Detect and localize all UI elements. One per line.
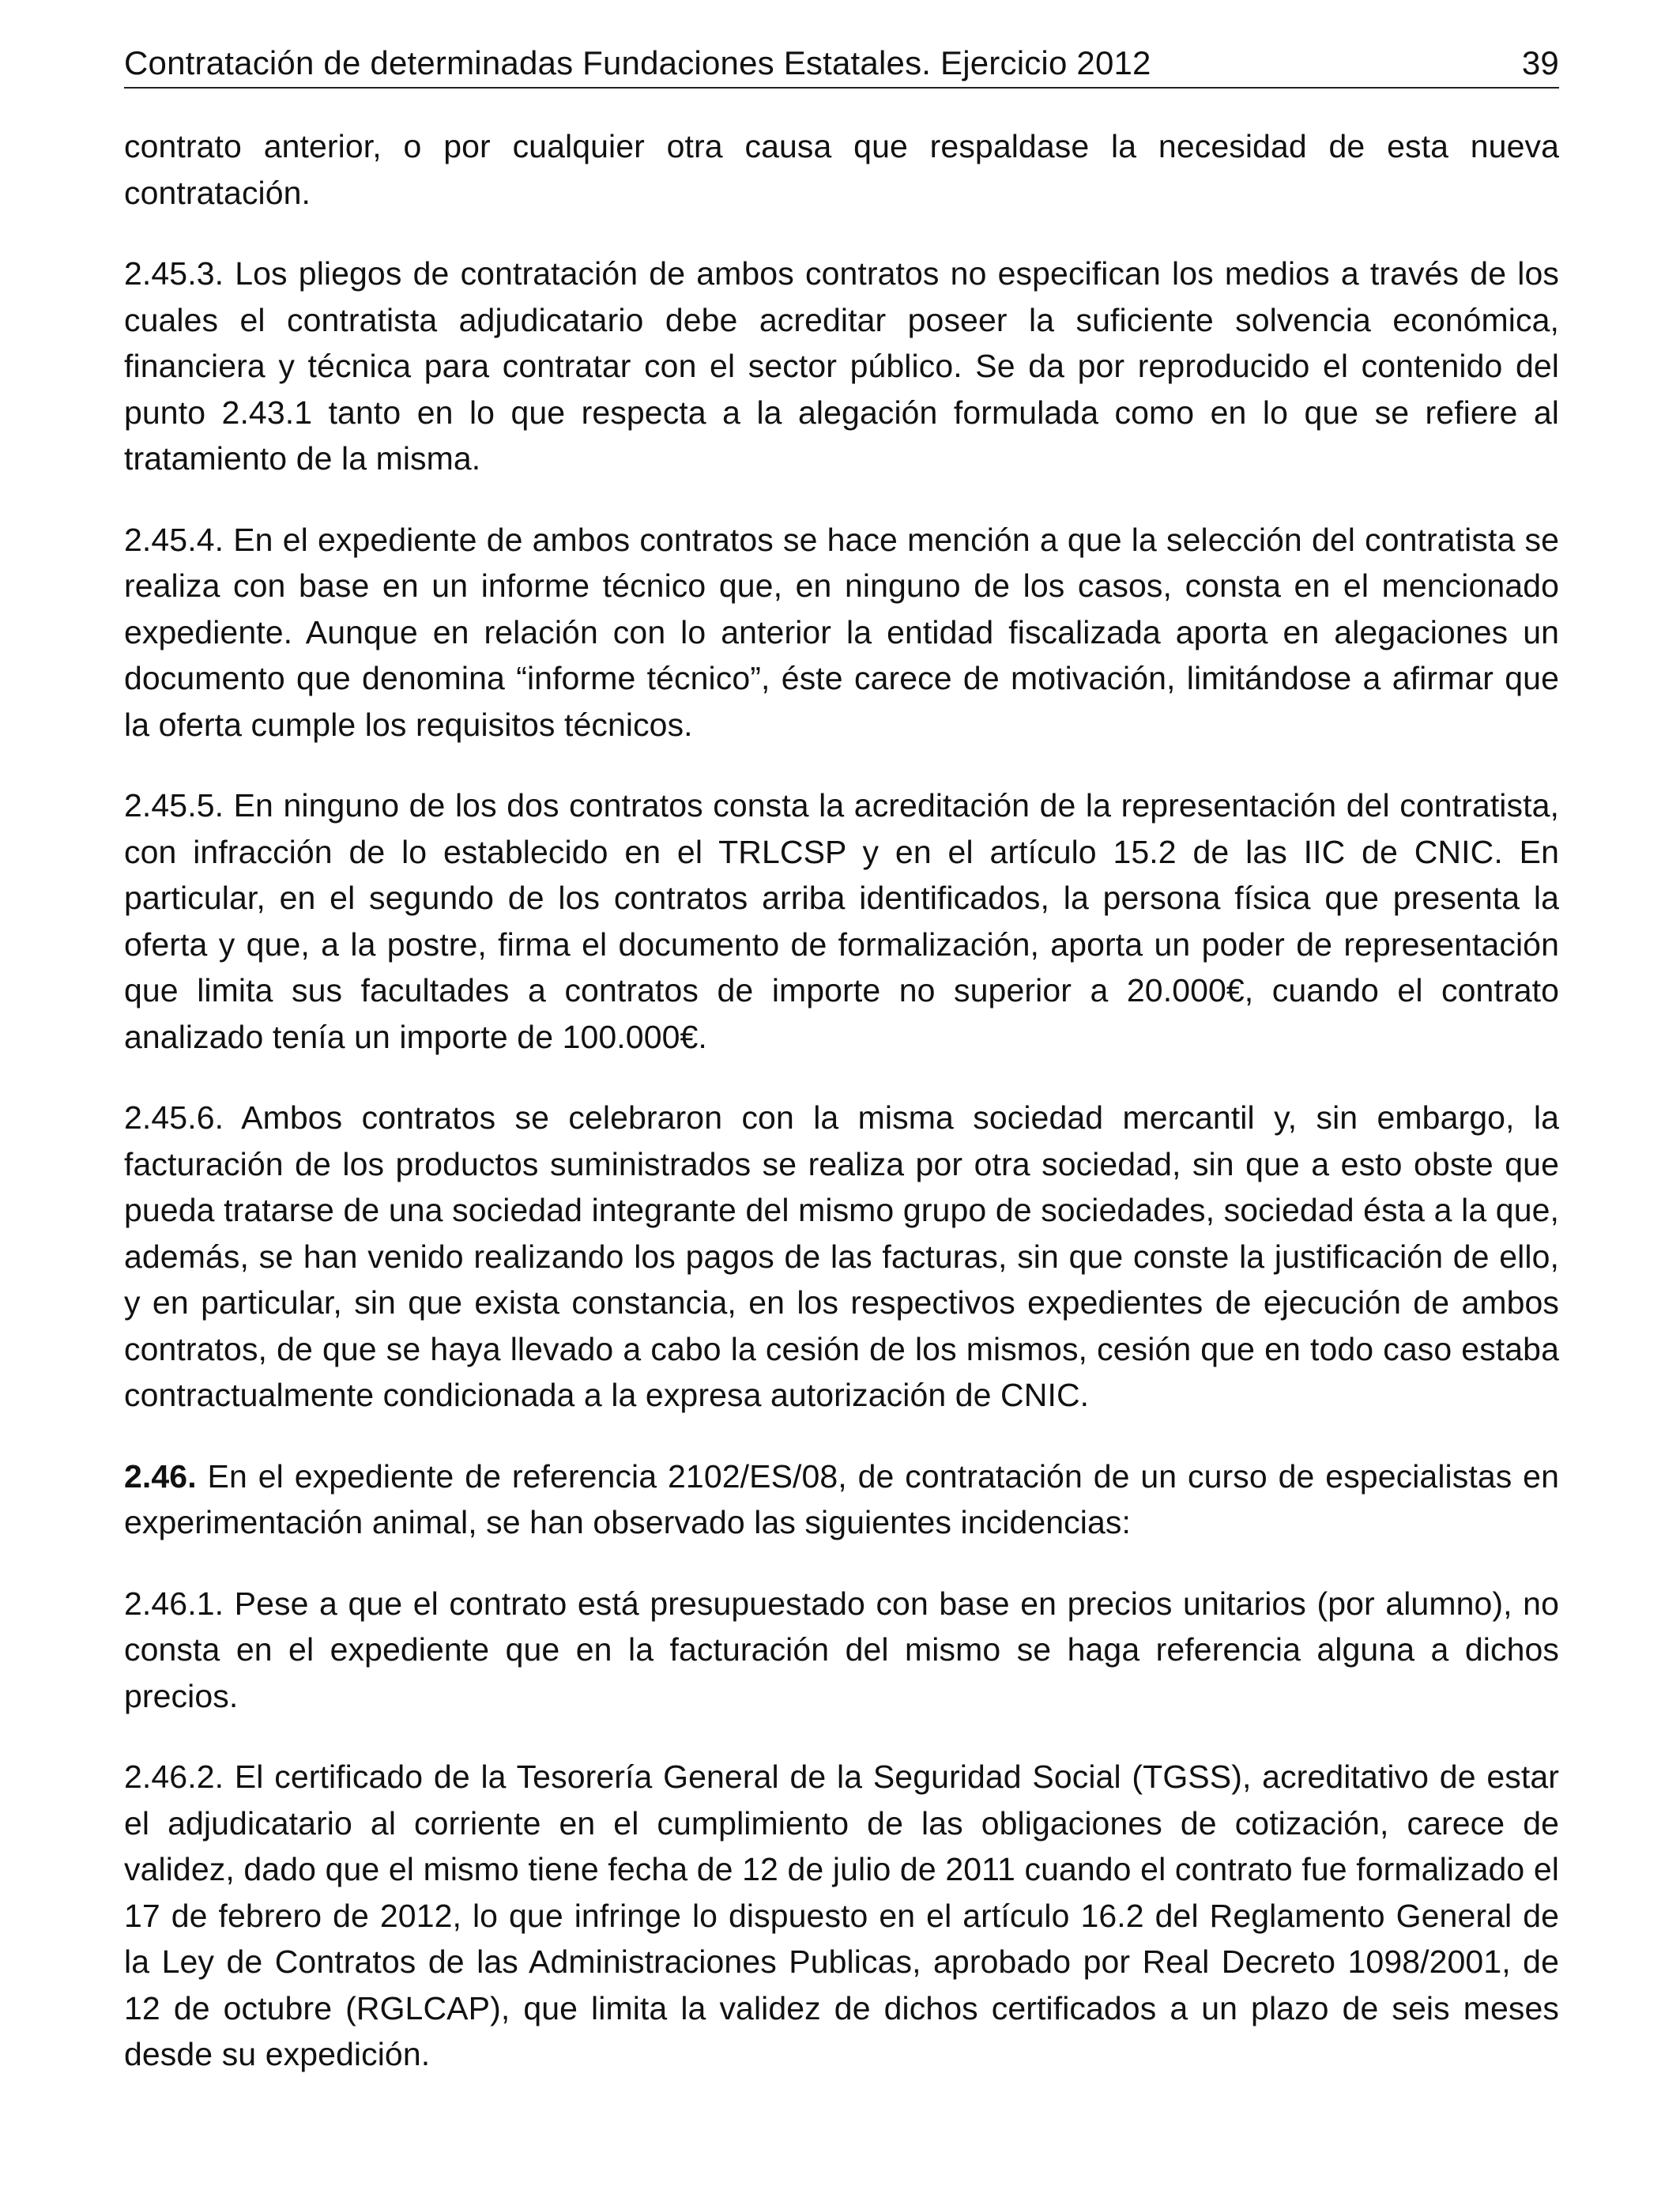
- paragraph-text: contrato anterior, o por cualquier otra causa que respaldase la necesidad de esta nueva contratación.: [124, 128, 1559, 211]
- paragraph-number: 2.46.: [124, 1457, 197, 1495]
- paragraph-text: 2.45.4. En el expediente de ambos contratos se hace mención a que la selección del contratista se realiza con base en un informe técnico que, en ninguno de los casos, consta en el mencionado expediente. Aunque en relación con lo anterior la entidad fiscalizada aporta en alegaciones un documento que denomina “informe técnico”, éste carece de motivación, limitándose a afirmar que la oferta cumple los requisitos técnicos.: [124, 521, 1559, 743]
- body-text: [124, 123, 1559, 2078]
- paragraph-text: 2.45.6. Ambos contratos se celebraron con la misma sociedad mercantil y, sin embargo, la facturación de los productos suministrados se realiza por otra sociedad, sin que a esto obste que pueda tratarse de una sociedad integrante del mismo grupo de sociedades, sociedad ésta a la que, además, se han venido realizando los pagos de las facturas, sin que conste la justificación de ello, y en particular, sin que exista constancia, en los respectivos expedientes de ejecución de ambos contratos, de que se haya llevado a cabo la cesión de los mismos, cesión que en todo caso estaba contractualmente condicionada a la expresa autorización de CNIC.: [124, 1099, 1559, 1413]
- paragraph: [124, 1453, 1559, 1546]
- paragraph: [124, 782, 1559, 1060]
- paragraph-text: 2.46.2. El certificado de la Tesorería General de la Seguridad Social (TGSS), acreditativo de estar el adjudicatario al corriente en el cumplimiento de las obligaciones de cotización, carece de validez, dado que el mismo tiene fecha de 12 de julio de 2011 cuando el contrato fue formalizado el 17 de febrero de 2012, lo que infringe lo dispuesto en el artículo 16.2 del Reglamento General de la Ley de Contratos de las Administraciones Publicas, aprobado por Real Decreto 1098/2001, de 12 de octubre (RGLCAP), que limita la validez de dichos certificados a un plazo de seis meses desde su expedición.: [124, 1759, 1559, 2072]
- paragraph: [124, 1095, 1559, 1419]
- page-number: 39: [1521, 44, 1559, 81]
- header-title: Contratación de determinadas Fundaciones Estatales. Ejercicio 2012: [124, 44, 1151, 81]
- paragraph-text: En el expediente de referencia 2102/ES/08, de contratación de un curso de especialistas en experimentación animal, se han observado las siguientes incidencias:: [124, 1457, 1559, 1540]
- running-header: [124, 41, 1559, 89]
- paragraph-text: 2.45.3. Los pliegos de contratación de ambos contratos no especifican los medios a través de los cuales el contratista adjudicatario debe acreditar poseer la suficiente solvencia económica, financiera y técnica para contratar con el sector público. Se da por reproducido el contenido del punto 2.43.1 tanto en lo que respecta a la alegación formulada como en lo que se refiere al tratamiento de la misma.: [124, 255, 1559, 477]
- paragraph: [124, 123, 1559, 216]
- document-page: [124, 41, 1559, 2113]
- paragraph: [124, 1754, 1559, 2078]
- paragraph: [124, 251, 1559, 482]
- paragraph-text: 2.45.5. En ninguno de los dos contratos consta la acreditación de la representación del contratista, con infracción de lo establecido en el TRLCSP y en el artículo 15.2 de las IIC de CNIC. En particular, en el segundo de los contratos arriba identificados, la persona física que presenta la oferta y que, a la postre, firma el documento de formalización, aporta un poder de representación que limita sus facultades a contratos de importe no superior a 20.000€, cuando el contrato analizado tenía un importe de 100.000€.: [124, 787, 1559, 1055]
- paragraph: [124, 517, 1559, 748]
- paragraph: [124, 1581, 1559, 1720]
- paragraph-text: 2.46.1. Pese a que el contrato está presupuestado con base en precios unitarios (por alumno), no consta en el expediente que en la facturación del mismo se haga referencia alguna a dichos precios.: [124, 1585, 1559, 1714]
